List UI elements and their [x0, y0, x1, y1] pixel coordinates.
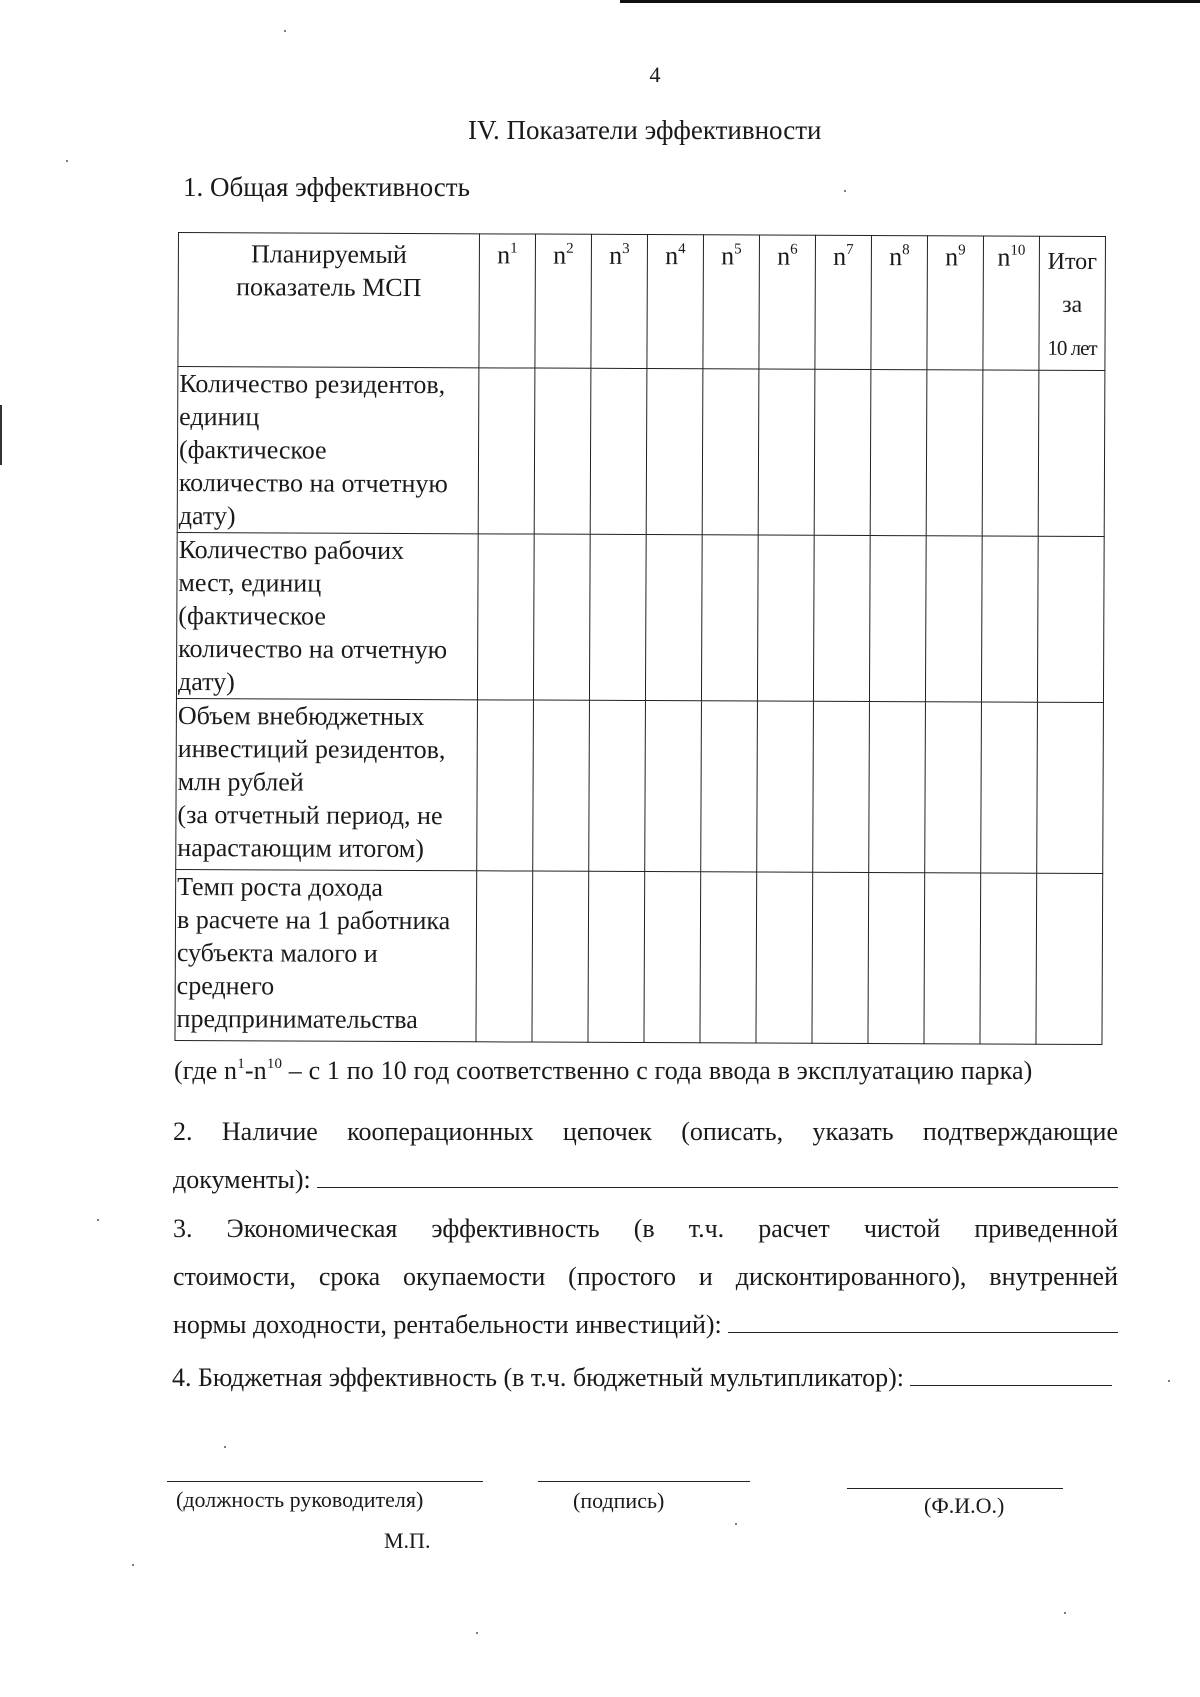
table-cell[interactable] [814, 369, 871, 535]
table-cell[interactable] [533, 534, 590, 700]
table-cell[interactable] [981, 536, 1038, 702]
table-cell[interactable] [1038, 370, 1105, 536]
stamp-place-label: М.П. [384, 1528, 431, 1553]
table-cell[interactable] [702, 369, 759, 535]
table-cell[interactable] [533, 700, 590, 871]
table-row [177, 367, 1105, 537]
header-year-7: $n^7$ [815, 235, 872, 369]
scan-speck [735, 1523, 737, 1525]
table-cell[interactable] [588, 871, 645, 1042]
table-cell[interactable] [477, 700, 534, 871]
indicator-jobs-count: Количество рабочих мест, единиц (фактическое количество на отчетную дату) [176, 532, 478, 699]
table-cell[interactable] [868, 873, 925, 1044]
answer-line-cooperation[interactable] [317, 1157, 1118, 1188]
header-total-10-years: Итог за 10 лет [1039, 236, 1106, 370]
table-cell[interactable] [478, 368, 535, 534]
table-cell[interactable] [700, 872, 757, 1043]
header-year-6: $n^6$ [759, 235, 816, 369]
paragraph-line: 3. Экономическая эффективность (в т.ч. расчет чистой приведенной [173, 1214, 1118, 1243]
header-indicator [178, 233, 480, 368]
section-title: IV. Показатели эффективности [468, 115, 822, 145]
table-cell[interactable] [1036, 873, 1103, 1044]
header-year-5: $n^5$ [703, 235, 760, 369]
table-cell[interactable] [701, 535, 758, 701]
table-row [175, 869, 1103, 1044]
paragraph-line: нормы доходности, рентабельности инвестиций): [173, 1310, 722, 1339]
table-row [176, 698, 1104, 873]
table-cell[interactable] [757, 535, 814, 701]
table-cell[interactable] [981, 702, 1038, 873]
table-header-row [178, 233, 1106, 371]
table-cell[interactable] [926, 370, 983, 536]
label-position: (должность руководителя) [176, 1487, 424, 1512]
subsection-title-general-efficiency: 1. Общая эффективность [183, 172, 470, 202]
table-cell[interactable] [589, 700, 646, 871]
scan-speck [1064, 1612, 1066, 1614]
table-cell[interactable] [644, 872, 701, 1043]
table-footnote: (где $n^1-n^{10}$ – с 1 по 10 год соответственно с года ввода в эксплуатацию парка) [174, 1056, 1033, 1085]
scan-speck [224, 1446, 226, 1448]
paragraph-line: 4. Бюджетная эффективность (в т.ч. бюджетный мультипликатор): [172, 1363, 904, 1392]
table-cell[interactable] [645, 535, 702, 701]
table-cell[interactable] [925, 536, 982, 702]
label-full-name: (Ф.И.О.) [924, 1493, 1005, 1518]
item-cooperation-chains [173, 1108, 1118, 1204]
scan-edge-mark [0, 405, 2, 465]
header-year-10: $n^{10}$ [983, 236, 1040, 370]
indicator-residents-count: Количество резидентов, единиц (фактическое количество на отчетную дату) [177, 367, 479, 534]
table-cell[interactable] [534, 368, 591, 534]
table-cell[interactable] [869, 702, 926, 873]
scan-speck [284, 30, 286, 32]
table-cell[interactable] [476, 871, 533, 1042]
scan-speck [476, 1632, 478, 1634]
table-cell[interactable] [980, 873, 1037, 1044]
scan-speck [844, 190, 846, 192]
label-signature: (подпись) [573, 1488, 665, 1513]
scan-speck [97, 1219, 99, 1221]
header-indicator-line: Планируемый [250, 239, 407, 269]
table-cell[interactable] [812, 872, 869, 1043]
paragraph-line: 2. Наличие кооперационных цепочек (описать, указать подтверждающие [173, 1117, 1118, 1146]
answer-line-budget[interactable] [910, 1355, 1112, 1386]
scan-speck [132, 1564, 134, 1566]
table-cell[interactable] [925, 702, 982, 873]
table-cell[interactable] [1037, 702, 1104, 873]
header-year-4: $n^4$ [647, 235, 704, 369]
indicator-extrabudgetary-investment: Объем внебюджетных инвестиций резидентов, млн рублей (за отчетный период, не нарастающим итогом) [176, 698, 478, 870]
table-row [176, 532, 1104, 702]
table-cell[interactable] [982, 370, 1039, 536]
header-year-8: $n^8$ [871, 236, 928, 370]
table-cell[interactable] [1037, 536, 1104, 702]
table-cell[interactable] [646, 369, 703, 535]
scan-speck [66, 160, 68, 162]
signature-line-signature[interactable] [538, 1481, 750, 1482]
table-cell[interactable] [532, 871, 589, 1042]
item-budget-efficiency [172, 1354, 1117, 1402]
table-cell[interactable] [756, 872, 813, 1043]
header-year-1: $n^1$ [479, 234, 536, 368]
table-cell[interactable] [645, 701, 702, 872]
table-cell[interactable] [590, 368, 647, 534]
signature-line-position[interactable] [167, 1481, 483, 1482]
table-cell[interactable] [813, 535, 870, 701]
table-cell[interactable] [589, 534, 646, 700]
indicator-income-growth-rate: Темп роста дохода в расчете на 1 работника субъекта малого и среднего предпринимательства [175, 869, 477, 1041]
table-cell[interactable] [758, 369, 815, 535]
table-cell[interactable] [924, 873, 981, 1044]
item-economic-efficiency [173, 1205, 1118, 1349]
table-cell[interactable] [701, 701, 758, 872]
table-cell[interactable] [757, 701, 814, 872]
header-indicator-line: показатель МСП [236, 272, 422, 303]
header-year-3: $n^3$ [591, 234, 648, 368]
signature-line-name[interactable] [847, 1488, 1063, 1489]
answer-line-economic[interactable] [728, 1302, 1118, 1333]
scan-top-rule [620, 0, 1200, 3]
table-cell[interactable] [477, 534, 534, 700]
page-number: 4 [649, 62, 661, 87]
table-cell[interactable] [870, 370, 927, 536]
header-year-2: $n^2$ [535, 234, 592, 368]
table-cell[interactable] [869, 536, 926, 702]
scan-speck [1168, 1380, 1170, 1382]
paragraph-line: документы): [173, 1165, 311, 1194]
header-year-9: $n^9$ [927, 236, 984, 370]
paragraph-line: стоимости, срока окупаемости (простого и дисконтированного), внутренней [173, 1262, 1118, 1291]
efficiency-table [174, 232, 1106, 1045]
table-cell[interactable] [813, 701, 870, 872]
